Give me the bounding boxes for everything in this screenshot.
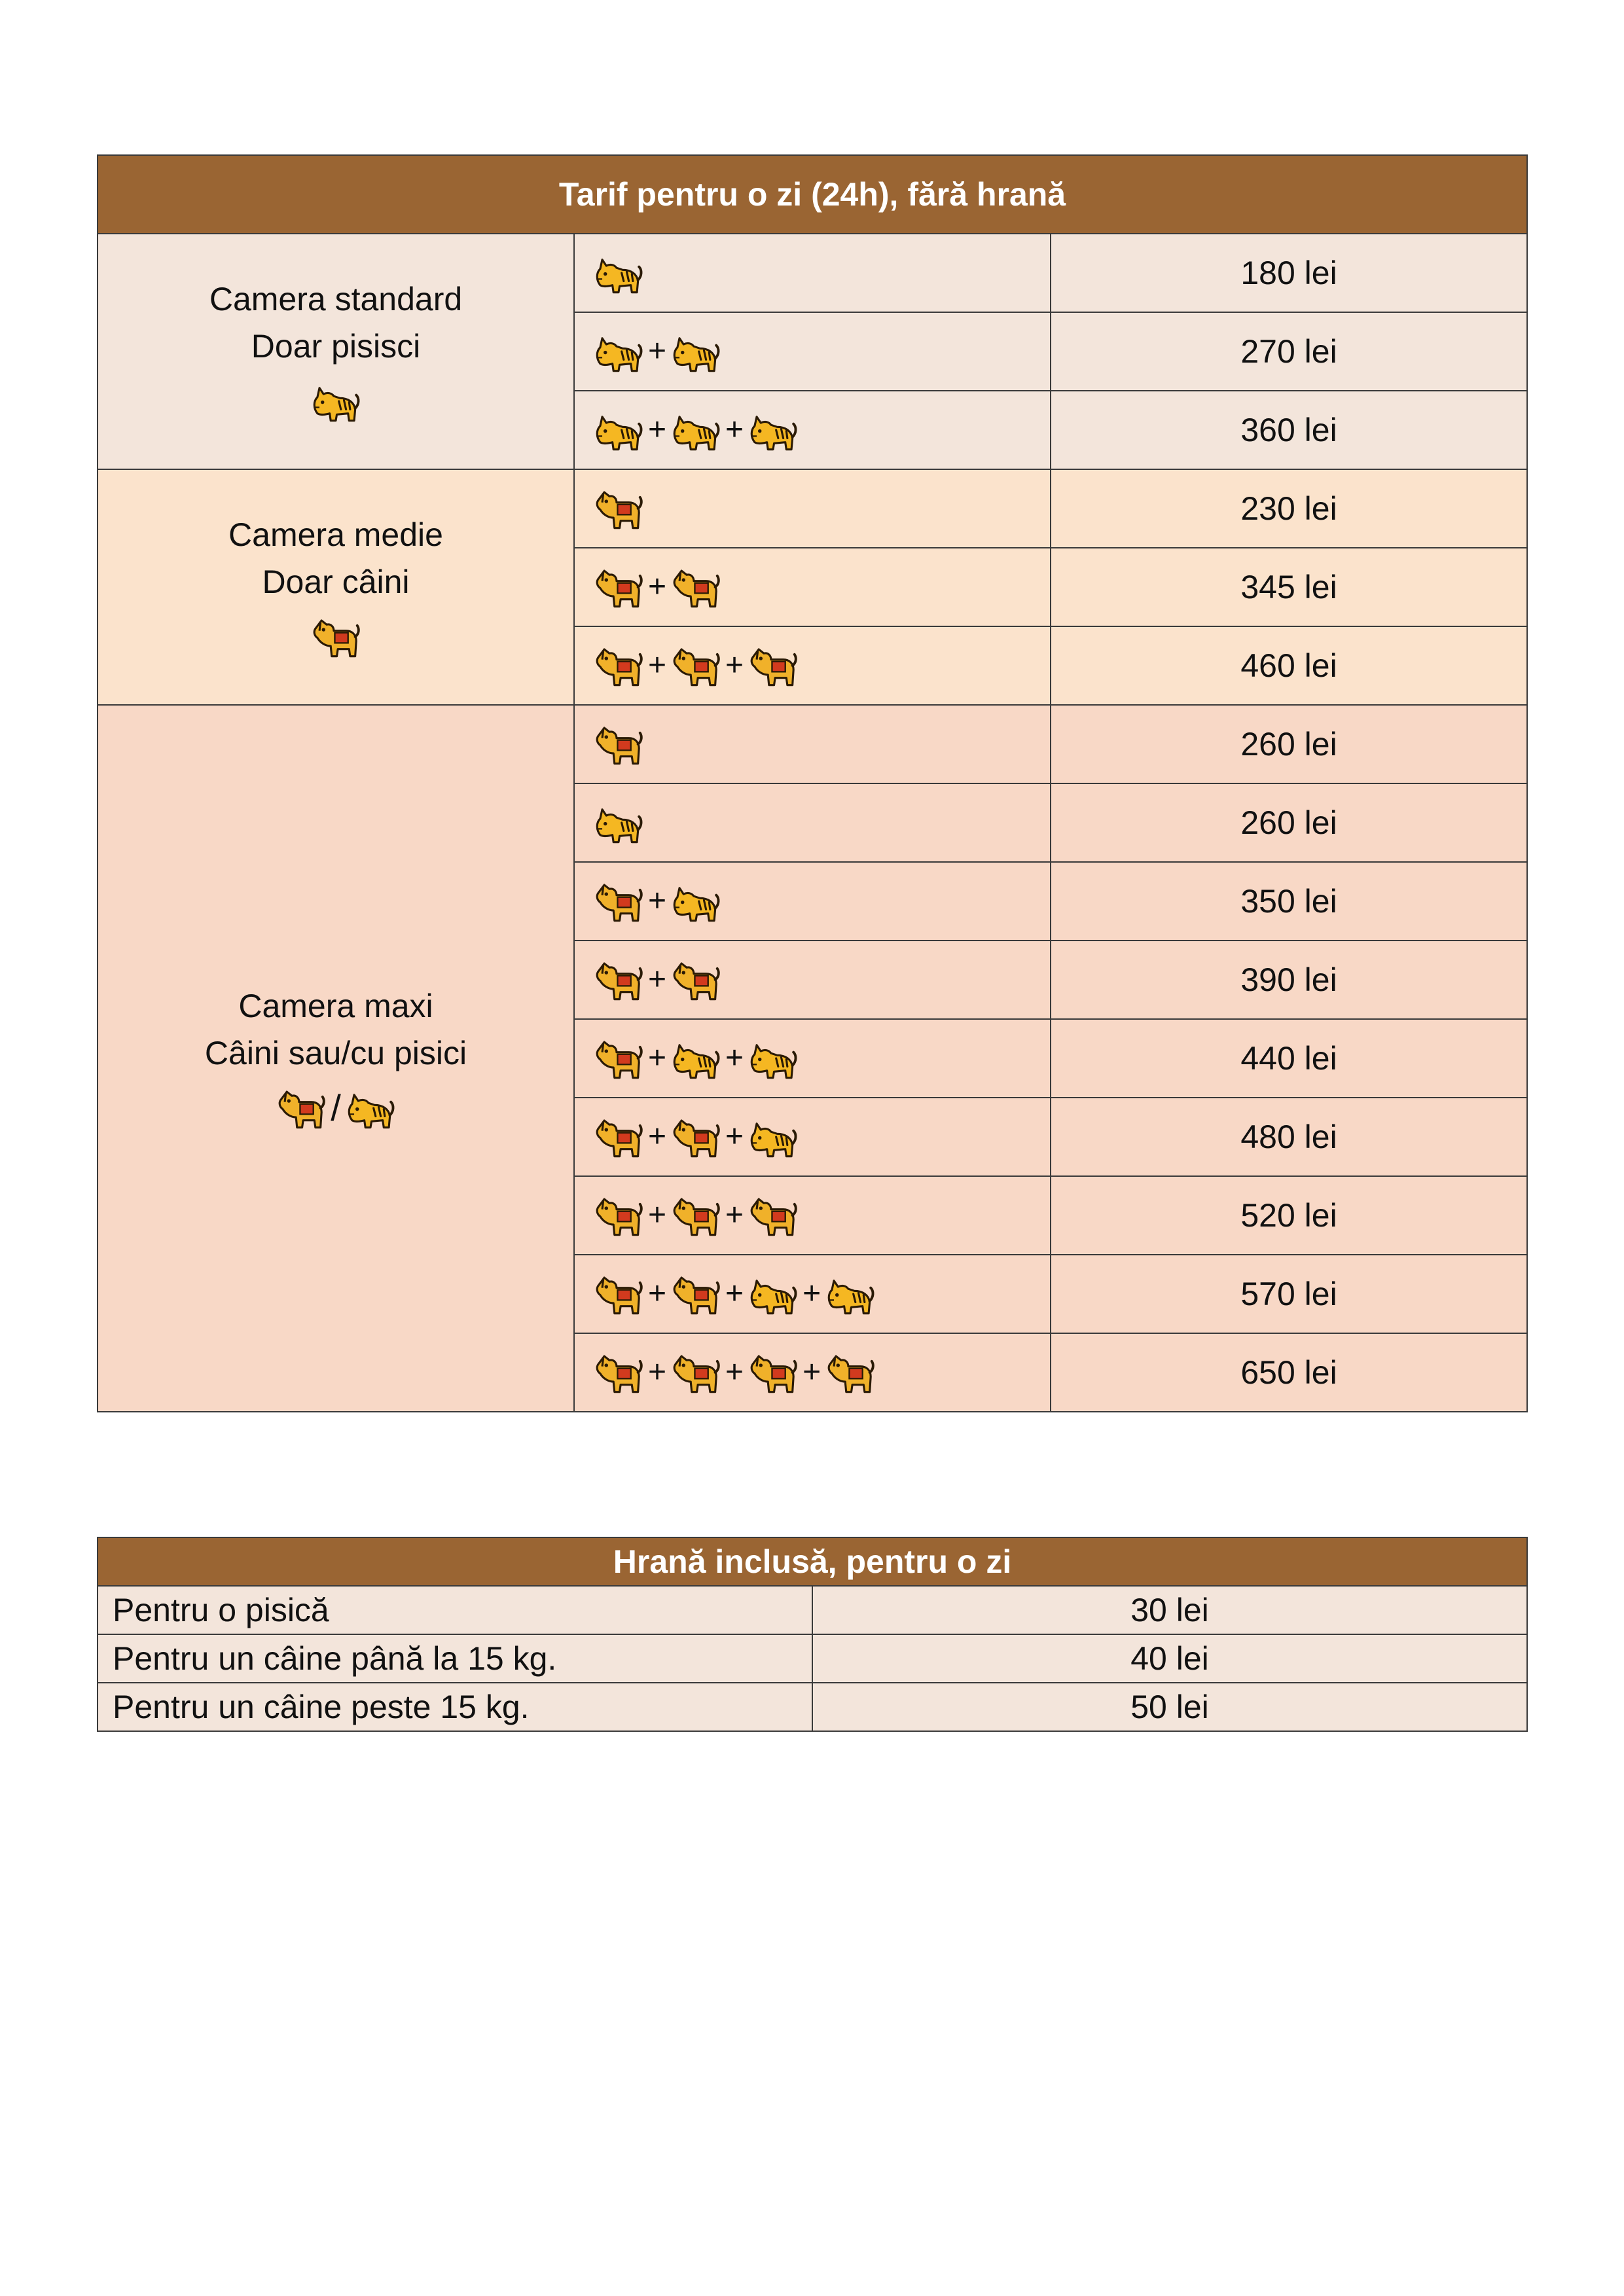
price-cell: 570 lei [1051,1255,1527,1333]
dog-icon [670,564,721,611]
dog-icon [748,1349,799,1396]
plus-sign: + [803,1355,821,1390]
food-label-cell: Pentru o pisică [98,1586,812,1634]
plus-sign: + [648,884,667,918]
animal-combination-cell [574,1255,1051,1333]
room-icons [99,611,573,663]
price-cell: 260 lei [1051,783,1527,862]
price-cell: 270 lei [1051,312,1527,391]
food-price-cell: 30 lei [812,1586,1527,1634]
food-price-cell: 50 lei [812,1683,1527,1731]
animal-combination-cell [574,391,1051,469]
price-cell: 360 lei [1051,391,1527,469]
food-rates-table [97,1537,1528,1732]
room-icons [99,1082,573,1134]
dog-icon [748,1192,799,1239]
plus-sign: + [725,648,744,683]
animal-combination-cell [574,941,1051,1019]
dog-icon [593,721,644,768]
cat-icon [748,1035,799,1082]
plus-sign: + [725,1355,744,1390]
dog-icon [593,1035,644,1082]
animal-combination-cell [574,705,1051,783]
dog-icon [670,1349,721,1396]
animal-combination-cell [574,862,1051,941]
animal-combination-cell [574,548,1051,626]
plus-sign: + [648,1276,667,1311]
cat-icon [593,799,644,846]
animal-combination-cell [574,783,1051,862]
cat-icon [748,1113,799,1160]
price-cell: 230 lei [1051,469,1527,548]
room-icons [99,375,573,427]
food-table-title: Hrană inclusă, pentru o zi [98,1537,1527,1586]
cat-icon [748,1270,799,1318]
dog-icon [593,1192,644,1239]
cat-icon [593,406,644,454]
rate-row [98,469,1527,548]
plus-sign: + [725,412,744,447]
cat-icon [593,328,644,375]
food-label-cell: Pentru un câine până la 15 kg. [98,1634,812,1683]
room-type-cell [98,469,574,705]
animal-combination-cell [574,1019,1051,1098]
plus-sign: + [725,1198,744,1232]
dog-icon [593,1113,644,1160]
dog-icon [670,1270,721,1318]
plus-sign: + [648,648,667,683]
slash-separator: / [331,1087,341,1128]
food-row [98,1683,1527,1731]
price-cell: 440 lei [1051,1019,1527,1098]
dog-icon [593,878,644,925]
room-subtitle: Câini sau/cu pisici [204,1035,467,1071]
dog-icon [276,1085,327,1132]
animal-combination-cell [574,234,1051,312]
room-rates-table [97,154,1528,1412]
food-label-cell: Pentru un câine peste 15 kg. [98,1683,812,1731]
dog-icon [593,1349,644,1396]
price-cell: 650 lei [1051,1333,1527,1412]
plus-sign: + [648,412,667,447]
dog-icon [825,1349,876,1396]
cat-icon [670,328,721,375]
price-cell: 460 lei [1051,626,1527,705]
animal-combination-cell [574,1176,1051,1255]
price-cell: 260 lei [1051,705,1527,783]
plus-sign: + [648,962,667,997]
dog-icon [670,1192,721,1239]
dog-icon [670,1113,721,1160]
animal-combination-cell [574,1333,1051,1412]
cat-icon [670,1035,721,1082]
plus-sign: + [648,1198,667,1232]
cat-icon [670,406,721,454]
dog-icon [593,485,644,532]
cat-icon [825,1270,876,1318]
animal-combination-cell [574,469,1051,548]
dog-icon [748,642,799,689]
price-cell: 350 lei [1051,862,1527,941]
room-name: Camera medie [228,516,443,553]
dog-icon [593,956,644,1003]
dog-icon [310,613,361,660]
price-cell: 520 lei [1051,1176,1527,1255]
room-type-cell [98,705,574,1412]
plus-sign: + [648,1119,667,1154]
dog-icon [593,1270,644,1318]
plus-sign: + [648,334,667,368]
rates-table-title: Tarif pentru o zi (24h), fără hrană [98,155,1527,234]
price-cell: 390 lei [1051,941,1527,1019]
room-subtitle: Doar pisisci [251,328,421,365]
animal-combination-cell [574,626,1051,705]
food-row [98,1586,1527,1634]
price-cell: 480 lei [1051,1098,1527,1176]
dog-icon [670,956,721,1003]
rate-row [98,705,1527,783]
plus-sign: + [803,1276,821,1311]
plus-sign: + [725,1041,744,1075]
animal-combination-cell [574,1098,1051,1176]
cat-icon [670,878,721,925]
price-cell: 180 lei [1051,234,1527,312]
cat-icon [748,406,799,454]
room-type-cell [98,234,574,469]
food-row [98,1634,1527,1683]
plus-sign: + [648,1355,667,1390]
cat-icon [593,249,644,296]
dog-icon [593,564,644,611]
plus-sign: + [725,1119,744,1154]
dog-icon [670,642,721,689]
plus-sign: + [725,1276,744,1311]
cat-icon [310,378,361,425]
room-subtitle: Doar câini [262,564,410,600]
price-cell: 345 lei [1051,548,1527,626]
rate-row [98,234,1527,312]
cat-icon [345,1085,396,1132]
food-price-cell: 40 lei [812,1634,1527,1683]
dog-icon [593,642,644,689]
room-name: Camera maxi [238,988,433,1024]
plus-sign: + [648,569,667,604]
room-name: Camera standard [209,281,463,317]
plus-sign: + [648,1041,667,1075]
animal-combination-cell [574,312,1051,391]
